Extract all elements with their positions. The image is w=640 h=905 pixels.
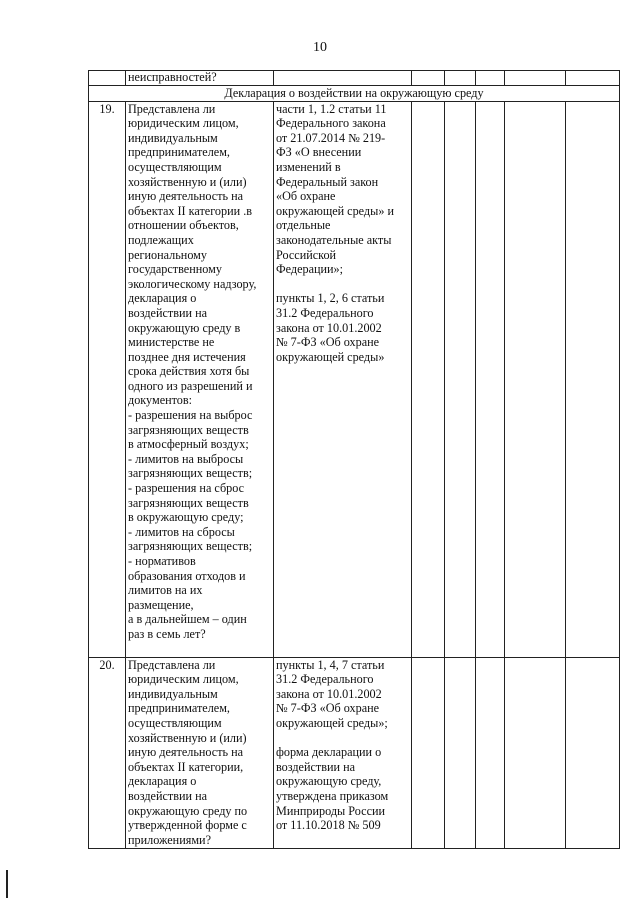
cell-empty [274,71,412,86]
answer-cell [412,657,445,848]
answer-cell [476,101,505,657]
cell-empty [505,71,566,86]
answer-cell [566,657,620,848]
answer-cell [505,657,566,848]
row-number: 20. [89,657,126,848]
answer-cell [445,657,476,848]
section-title: Декларация о воздействии на окружающую среду [89,86,620,102]
cell-empty [566,71,620,86]
table-row [89,657,620,848]
answer-cell [445,101,476,657]
cell-empty [89,71,126,86]
row-number: 19. [89,101,126,657]
checklist-table [88,70,620,849]
table-row [89,101,620,657]
legal-reference: пункты 1, 4, 7 статьи 31.2 Федерального закона от 10.01.2002 № 7-ФЗ «Об охране окружающей среды»; форма декларации о воздействии на окружающую среду, утверждена приказом Минприроды России от 11.10.2018 № 509 [274,657,412,848]
page-number: 10 [313,40,327,55]
cell-empty [445,71,476,86]
requirement-question: Представлена ли юридическим лицом, индивидуальным предпринимателем, осуществляющим хозяйственную и (или) иную деятельность на объектах II категории, декларация о воздействии на окружающую среду по утвержденной форме с приложениями? [126,657,274,848]
requirement-question: Представлена ли юридическим лицом, индивидуальным предпринимателем, осуществляющим хозяйственную и (или) иную деятельность на объектах II категории .в отношении объектов, подлежащих региональному государственному экологическому надзору, декларация о воздействии на окружающую среду в министерстве не позднее дня истечения срока действия хотя бы одного из разрешений и документов: - разрешения на выброс загрязняющих веществ в атмосферный воздух; - лимитов на выбросы загрязняющих веществ; - разрешения на сброс загрязняющих веществ в окружающую среду; - лимитов на сбросы загрязняющих веществ; - нормативов образования отходов и лимитов на их размещение, а в дальнейшем – один раз в семь лет? [126,101,274,657]
answer-cell [412,101,445,657]
cell-empty [412,71,445,86]
continued-question-text: неисправностей? [126,71,274,86]
answer-cell [505,101,566,657]
answer-cell [566,101,620,657]
scan-edge-mark [6,870,8,898]
answer-cell [476,657,505,848]
cell-empty [476,71,505,86]
legal-reference: части 1, 1.2 статьи 11 Федерального закона от 21.07.2014 № 219- ФЗ «О внесении изменений в Федеральный закон «Об охране окружающей среды» и отдельные законодательные акты Российской Федерации»; пункты 1, 2, 6 статьи 31.2 Федерального закона от 10.01.2002 № 7-ФЗ «Об охране окружающей среды» [274,101,412,657]
table-row-continued [89,71,620,86]
section-header-row [89,86,620,102]
